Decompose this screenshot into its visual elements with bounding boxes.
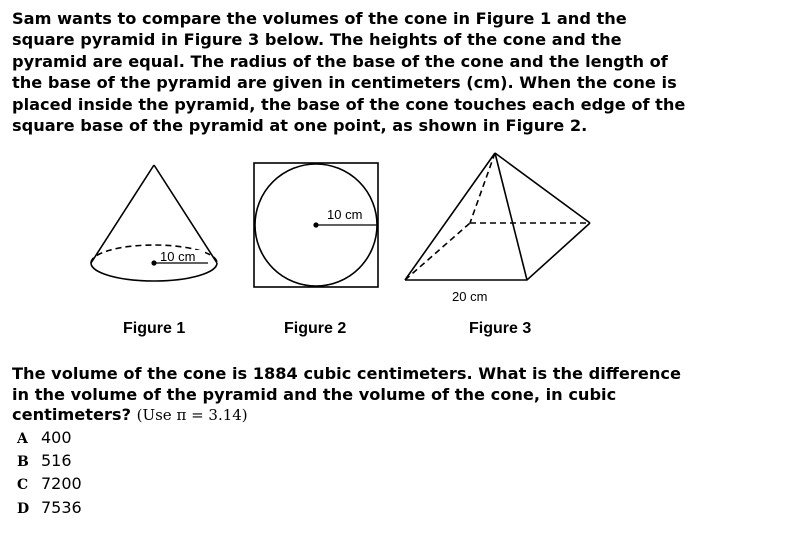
inscribed-circle-figure xyxy=(254,163,378,287)
question-line xyxy=(12,405,792,426)
figure-3-label: Figure 3 xyxy=(469,320,532,337)
pyramid-hidden-edge-apex xyxy=(470,153,495,223)
cone-side-left xyxy=(91,165,154,263)
intro-line: square pyramid in Figure 3 below. The heights of the cone and the xyxy=(12,30,622,50)
problem-intro xyxy=(12,8,792,136)
choice-c[interactable] xyxy=(17,472,317,495)
answer-choices xyxy=(17,426,317,519)
question-line: in the volume of the pyramid and the volume of the cone, in cubic xyxy=(12,384,617,404)
question-line-end: centimeters? xyxy=(12,405,131,425)
figures-panel xyxy=(0,145,800,345)
choice-value: 7200 xyxy=(41,474,82,494)
question-text xyxy=(12,364,792,426)
choice-letter: B xyxy=(17,454,29,471)
circle-radius-label: 10 cm xyxy=(327,207,363,222)
choice-value: 400 xyxy=(41,428,72,447)
pyramid-edge-left xyxy=(405,153,495,280)
choice-value: 516 xyxy=(41,451,72,471)
question-line: The volume of the cone is 1884 cubic centimeters. What is the difference xyxy=(12,364,681,383)
cone-radius-label: 10 cm xyxy=(160,249,196,264)
pi-note: (Use π = 3.14) xyxy=(136,406,248,425)
choice-value: 7536 xyxy=(41,497,82,517)
intro-line: square base of the pyramid at one point, as shown in Figure 2. xyxy=(12,116,588,136)
intro-line: the base of the pyramid are given in centimeters (cm). When the cone is xyxy=(12,73,677,93)
figure-2-label: Figure 2 xyxy=(284,320,347,337)
choice-letter: C xyxy=(17,477,29,494)
cone-base-front xyxy=(91,263,217,281)
intro-line: Sam wants to compare the volumes of the cone in Figure 1 and the xyxy=(12,9,627,28)
intro-line: pyramid are equal. The radius of the base of the cone and the length of xyxy=(12,51,668,71)
choice-letter: A xyxy=(17,431,28,447)
pyramid-hidden-edge-left xyxy=(405,223,470,280)
figures-drawing xyxy=(0,145,800,345)
intro-line: placed inside the pyramid, the base of the cone touches each edge of the xyxy=(12,94,686,114)
figure-1-label: Figure 1 xyxy=(123,320,186,337)
pyramid-figure xyxy=(405,153,590,304)
pyramid-base-front xyxy=(405,223,590,280)
choice-letter: D xyxy=(17,500,30,517)
cone-figure xyxy=(91,165,217,281)
choice-b[interactable] xyxy=(17,449,317,472)
pyramid-base-label: 20 cm xyxy=(452,289,488,304)
choice-d[interactable] xyxy=(17,496,317,519)
choice-a[interactable] xyxy=(17,426,317,449)
